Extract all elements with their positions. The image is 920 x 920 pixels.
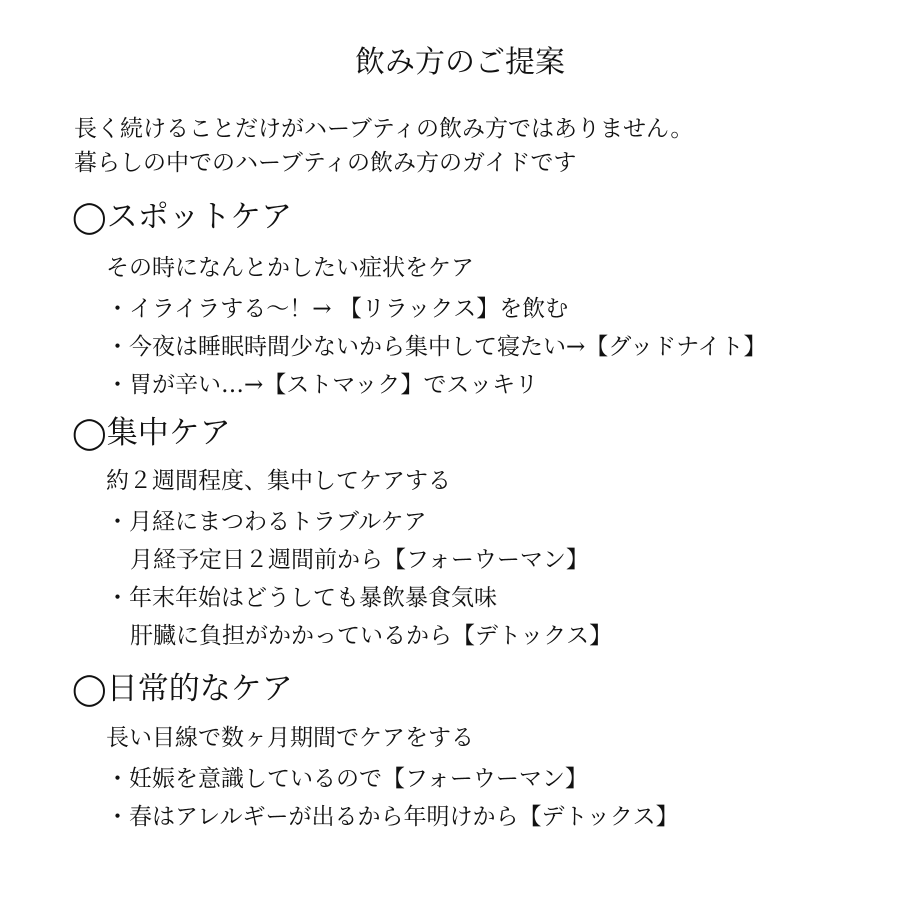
section-heading-daily-care: ◯日常的なケア [72, 671, 293, 707]
section-description-spot-care: その時になんとかしたい症状をケア [106, 255, 474, 281]
list-item: ・月経にまつわるトラブルケア [106, 509, 427, 535]
section-heading-spot-care: ◯スポットケア [72, 199, 293, 235]
section-description-daily-care: 長い目線で数ヶ月期間でケアをする [106, 725, 474, 751]
section-heading-intensive-care: ◯集中ケア [72, 415, 231, 451]
intro-line-2: 暮らしの中でのハーブティの飲み方のガイドです [74, 150, 577, 176]
list-item-continuation: 肝臓に負担がかかっているから【デトックス】 [130, 623, 613, 649]
section-description-intensive-care: 約２週間程度、集中してケアする [106, 468, 451, 494]
list-item: ・春はアレルギーが出るから年明けから【デトックス】 [106, 804, 679, 830]
list-item: ・胃が辛い…→【ストマック】でスッキリ [106, 372, 539, 398]
intro-line-1: 長く続けることだけがハーブティの飲み方ではありません。 [74, 116, 694, 142]
list-item: ・今夜は睡眠時間少ないから集中して寝たい→【グッドナイト】 [106, 334, 767, 360]
list-item: ・イライラする～！→ 【リラックス】を飲む [106, 296, 569, 322]
list-item-continuation: 月経予定日２週間前から【フォーウーマン】 [130, 547, 589, 573]
page-title: 飲み方のご提案 [355, 45, 565, 80]
list-item: ・年末年始はどうしても暴飲暴食気味 [106, 585, 497, 611]
list-item: ・妊娠を意識しているので【フォーウーマン】 [106, 766, 588, 792]
